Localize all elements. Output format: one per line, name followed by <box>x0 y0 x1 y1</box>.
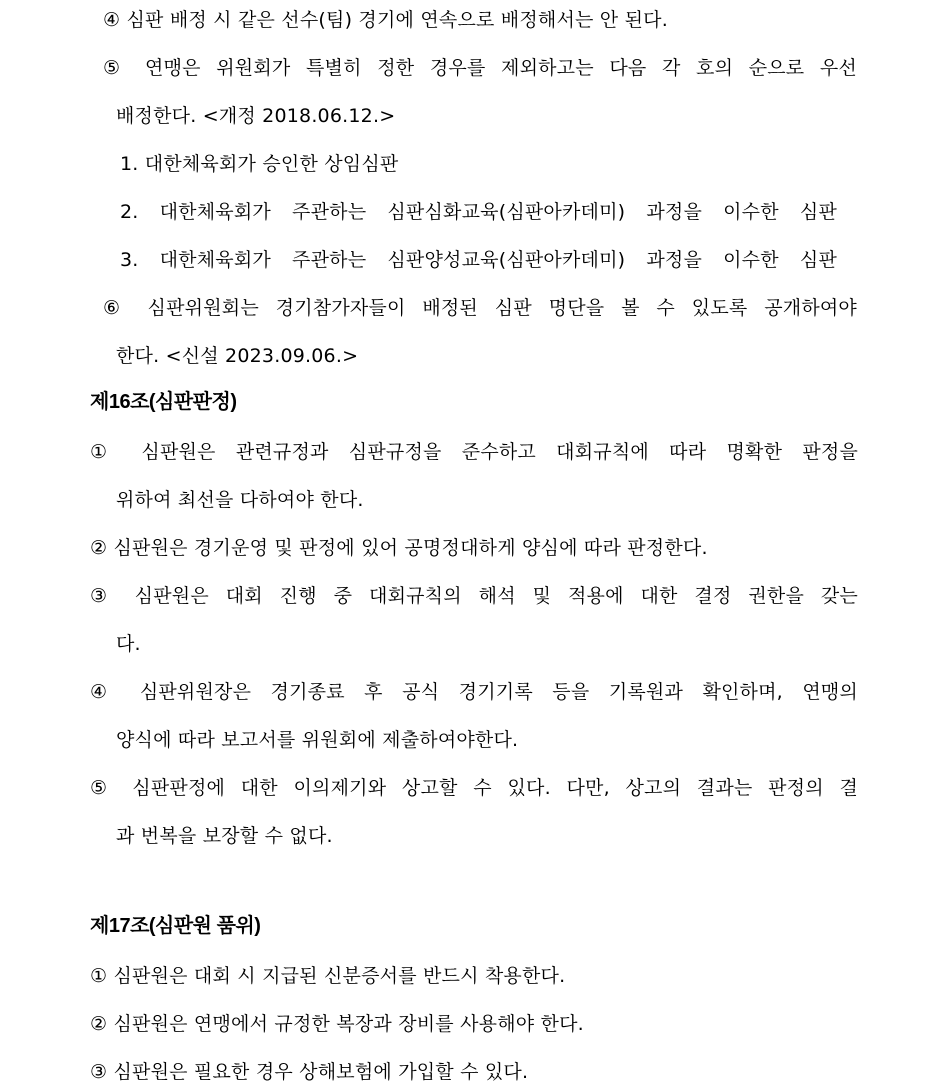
article15-sub1: 1. 대한체육회가 승인한 상임심판 <box>120 153 399 175</box>
article15-item6-line2: 한다. <신설 2023.09.06.> <box>116 345 359 367</box>
article17-item1: ① 심판원은 대회 시 지급된 신분증서를 반드시 착용한다. <box>90 965 566 987</box>
article16-item3-line1: ③ 심판원은 대회 진행 중 대회규칙의 해석 및 적용에 대한 결정 권한을 갖는 <box>90 585 858 607</box>
article16-title: 제16조(심판판정) <box>90 391 237 413</box>
article16-item5-line1: ⑤ 심판판정에 대한 이의제기와 상고할 수 있다. 다만, 상고의 결과는 판정의 결 <box>90 777 858 799</box>
article15-item5-line2: 배정한다. <개정 2018.06.12.> <box>116 105 396 127</box>
article16-item3-line2: 다. <box>116 633 141 655</box>
article17-title: 제17조(심판원 품위) <box>90 915 261 937</box>
article16-item4-line1: ④ 심판위원장은 경기종료 후 공식 경기기록 등을 기록원과 확인하며, 연맹의 <box>90 681 858 703</box>
article16-item1-line2: 위하여 최선을 다하여야 한다. <box>116 489 364 511</box>
article15-item5-line1: ⑤ 연맹은 위원회가 특별히 정한 경우를 제외하고는 다음 각 호의 순으로 우선 <box>103 57 857 79</box>
article17-item3: ③ 심판원은 필요한 경우 상해보험에 가입할 수 있다. <box>90 1061 529 1083</box>
article15-sub3: 3. 대한체육회가 주관하는 심판양성교육(심판아카데미) 과정을 이수한 심판 <box>120 249 837 271</box>
article16-item4-line2: 양식에 따라 보고서를 위원회에 제출하여야한다. <box>116 729 519 751</box>
article16-item2: ② 심판원은 경기운영 및 판정에 있어 공명정대하게 양심에 따라 판정한다. <box>90 537 708 559</box>
article16-item5-line2: 과 번복을 보장할 수 없다. <box>116 825 333 847</box>
article17-item2: ② 심판원은 연맹에서 규정한 복장과 장비를 사용해야 한다. <box>90 1013 584 1035</box>
article16-item1-line1: ① 심판원은 관련규정과 심판규정을 준수하고 대회규칙에 따라 명확한 판정을 <box>90 441 858 463</box>
article15-item6-line1: ⑥ 심판위원회는 경기참가자들이 배정된 심판 명단을 볼 수 있도록 공개하여야 <box>103 297 857 319</box>
article15-sub2: 2. 대한체육회가 주관하는 심판심화교육(심판아카데미) 과정을 이수한 심판 <box>120 201 837 223</box>
article15-item4: ④ 심판 배정 시 같은 선수(팀) 경기에 연속으로 배정해서는 안 된다. <box>103 9 668 31</box>
